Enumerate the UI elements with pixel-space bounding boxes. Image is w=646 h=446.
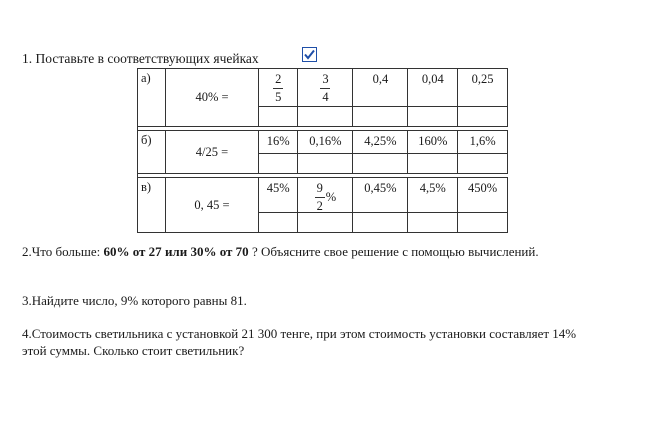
option-cell: 4,5%	[408, 178, 458, 213]
answer-cell[interactable]	[458, 213, 508, 233]
fraction	[273, 73, 283, 103]
row-expression: 40% =	[166, 69, 259, 127]
numerator: 2	[275, 72, 282, 86]
task2-expr2: 30% от 70	[190, 244, 249, 259]
task2-expr1: 60% от 27	[103, 244, 162, 259]
row-expression: 0, 45 =	[166, 178, 259, 233]
answer-cell[interactable]	[458, 107, 508, 127]
answer-cell[interactable]	[458, 154, 508, 174]
task2: 2.Что больше: 60% от 27 или 30% от 70 ? Объясните свое решение с помощью вычислений.	[22, 244, 539, 259]
option-cell: 45%	[259, 178, 298, 213]
denominator: 2	[316, 198, 323, 213]
row-label: в)	[138, 178, 166, 233]
option-cell: 0,4	[353, 69, 408, 107]
answer-cell[interactable]	[259, 213, 298, 233]
option-cell: 1,6%	[458, 131, 508, 154]
option-cell	[259, 69, 298, 107]
row-label: б)	[138, 131, 166, 174]
option-cell: 0,04	[408, 69, 458, 107]
task3: 3.Найдите число, 9% которого равны 81.	[22, 293, 247, 308]
answer-cell[interactable]	[408, 154, 458, 174]
fraction	[320, 73, 330, 103]
answer-cell[interactable]	[298, 213, 353, 233]
percent-sign: %	[325, 189, 337, 204]
option-cell: 0,16%	[298, 131, 353, 154]
numerator: 9	[316, 181, 323, 195]
table-row	[138, 178, 508, 213]
numerator: 3	[322, 72, 329, 86]
option-cell: 160%	[408, 131, 458, 154]
task1-title: 1. Поставьте в соответствующих ячейках	[22, 51, 259, 66]
denominator: 4	[322, 89, 329, 104]
checkbox-checked-icon[interactable]	[302, 47, 317, 62]
table-row	[138, 69, 508, 107]
row-expression: 4/25 =	[166, 131, 259, 174]
table-row	[138, 131, 508, 154]
option-cell: 450%	[458, 178, 508, 213]
option-cell: 0,25	[458, 69, 508, 107]
answer-cell[interactable]	[298, 107, 353, 127]
answer-cell[interactable]	[408, 107, 458, 127]
answer-cell[interactable]	[353, 154, 408, 174]
option-cell	[298, 69, 353, 107]
fraction	[315, 182, 325, 212]
answer-cell[interactable]	[353, 107, 408, 127]
answer-cell[interactable]	[259, 107, 298, 127]
answer-cell[interactable]	[298, 154, 353, 174]
option-cell: 4,25%	[353, 131, 408, 154]
row-label: а)	[138, 69, 166, 127]
answer-table	[137, 68, 508, 233]
denominator: 5	[275, 89, 282, 104]
answer-cell[interactable]	[353, 213, 408, 233]
option-cell: 16%	[259, 131, 298, 154]
answer-cell[interactable]	[259, 154, 298, 174]
option-cell	[298, 178, 353, 213]
option-cell: 0,45%	[353, 178, 408, 213]
task4: 4.Стоимость светильника с установкой 21 300 тенге, при этом стоимость установки составляет 14% этой суммы. Сколько стоит светильник?	[22, 326, 577, 358]
answer-cell[interactable]	[408, 213, 458, 233]
